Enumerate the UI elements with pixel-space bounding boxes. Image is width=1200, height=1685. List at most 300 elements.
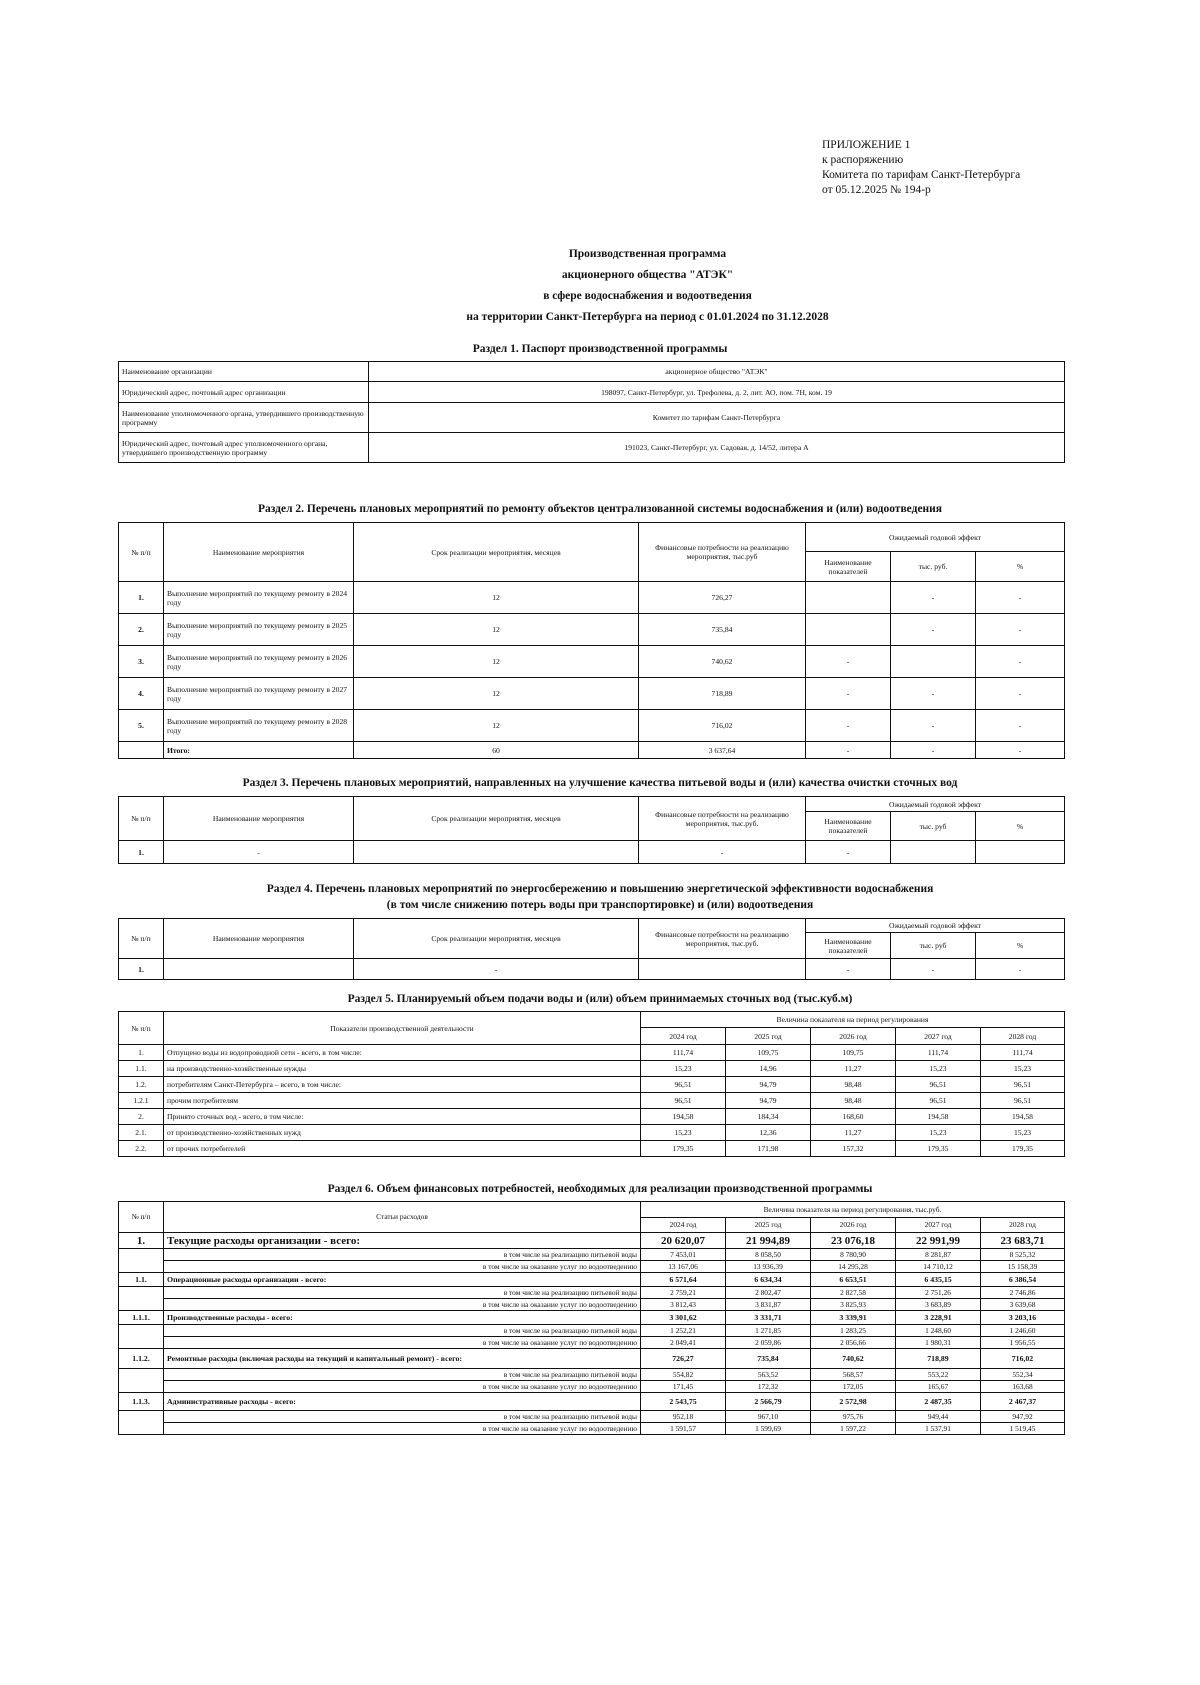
table-header-row: [119, 1202, 1065, 1218]
cell-pct: -: [976, 646, 1065, 678]
cell-value: 718,89: [896, 1349, 981, 1369]
cell-value: 952,18: [641, 1411, 726, 1423]
passport-row: [119, 362, 1065, 382]
cell-num: 1.: [119, 959, 164, 980]
cell-num: [119, 1423, 164, 1435]
cell-indicator: [806, 614, 891, 646]
cell-value: 20 620,07: [641, 1233, 726, 1249]
cell-value: 12,36: [726, 1125, 811, 1141]
cell-value: 8 281,87: [896, 1249, 981, 1261]
header-period: Величина показателя на период регулирования, тыс.руб.: [641, 1202, 1065, 1218]
cell-num: 3.: [119, 646, 164, 678]
table-row: [119, 1233, 1065, 1249]
cell-value: 15,23: [896, 1125, 981, 1141]
passport-value: 198097, Санкт-Петербург, ул. Трефолева, д. 2, лит. АО, пом. 7Н, ком. 19: [369, 382, 1065, 403]
section-1-table: [118, 361, 1065, 463]
cell-finance: 726,27: [639, 582, 806, 614]
cell-num: 1.1.: [119, 1273, 164, 1287]
cell-value: 96,51: [981, 1077, 1065, 1093]
header-num: № п/п: [119, 797, 164, 841]
cell-value: 1 537,91: [896, 1423, 981, 1435]
cell-name: Отпущено воды из водопроводной сети - всего, в том числе:: [164, 1045, 641, 1061]
cell-pct: -: [976, 710, 1065, 742]
table-row: [119, 1423, 1065, 1435]
passport-label: Юридический адрес, почтовый адрес уполномоченного органа, утвердившего производственную программу: [119, 433, 369, 463]
header-num: № п/п: [119, 523, 164, 582]
cell-term: 60: [354, 742, 639, 759]
header-year: 2028 год: [981, 1218, 1065, 1233]
cell-num: 1.2.1: [119, 1093, 164, 1109]
cell-value: 3 228,91: [896, 1311, 981, 1325]
cell-value: 96,51: [896, 1077, 981, 1093]
cell-indicator: -: [806, 678, 891, 710]
cell-name: Итого:: [164, 742, 354, 759]
header-indicator: Наименование показателей: [806, 933, 891, 959]
cell-num: 1.1.3.: [119, 1393, 164, 1411]
passport-value: акционерное общество "АТЭК": [369, 362, 1065, 382]
section-6-table: [118, 1201, 1065, 1435]
table-row: [119, 1299, 1065, 1311]
cell-value: 168,60: [811, 1109, 896, 1125]
cell-indicator: [806, 582, 891, 614]
cell-value: 179,35: [896, 1141, 981, 1157]
table-row: [119, 1311, 1065, 1325]
header-num: № п/п: [119, 1202, 164, 1233]
cell-value: 15,23: [981, 1125, 1065, 1141]
cell-value: 3 825,93: [811, 1299, 896, 1311]
annex-header: [822, 138, 1020, 198]
cell-pct: [976, 841, 1065, 864]
table-row: [119, 678, 1065, 710]
cell-value: 109,75: [726, 1045, 811, 1061]
section-2-table: [118, 522, 1065, 759]
table-row: [119, 1393, 1065, 1411]
table-row: [119, 710, 1065, 742]
cell-num: [119, 1411, 164, 1423]
header-pct: %: [976, 933, 1065, 959]
header-rub: тыс. руб: [891, 933, 976, 959]
cell-value: 2 049,41: [641, 1337, 726, 1349]
table-row: [119, 841, 1065, 864]
cell-value: 2 759,21: [641, 1287, 726, 1299]
cell-value: 94,79: [726, 1093, 811, 1109]
header-term: Срок реализации мероприятия, месяцев: [354, 523, 639, 582]
table-header-row: [119, 919, 1065, 933]
annex-line-3: Комитета по тарифам Санкт-Петербурга: [822, 169, 1021, 181]
table-header-row: [119, 797, 1065, 812]
cell-name: Выполнение мероприятий по текущему ремонту в 2024 году: [164, 582, 354, 614]
cell-value: 172,05: [811, 1381, 896, 1393]
cell-rub: [891, 646, 976, 678]
table-row: [119, 646, 1065, 678]
cell-value: 552,34: [981, 1369, 1065, 1381]
cell-value: 111,74: [641, 1045, 726, 1061]
cell-value: 96,51: [981, 1093, 1065, 1109]
cell-value: 111,74: [981, 1045, 1065, 1061]
cell-num: 1.: [119, 1045, 164, 1061]
header-indicator: Наименование показателей: [806, 552, 891, 582]
header-pct: %: [976, 552, 1065, 582]
table-header-row: [119, 1012, 1065, 1028]
cell-indicator: -: [806, 710, 891, 742]
cell-indicator: -: [806, 841, 891, 864]
table-row: [119, 1249, 1065, 1261]
cell-value: 1 980,31: [896, 1337, 981, 1349]
document-title: [0, 244, 1200, 328]
cell-name: Выполнение мероприятий по текущему ремонту в 2027 году: [164, 678, 354, 710]
table-row: [119, 582, 1065, 614]
cell-name: в том числе на оказание услуг по водоотведению: [164, 1337, 641, 1349]
cell-value: 3 639,68: [981, 1299, 1065, 1311]
cell-name: на производственно-хозяйственные нужды: [164, 1061, 641, 1077]
header-year: 2024 год: [641, 1218, 726, 1233]
cell-value: 22 991,99: [896, 1233, 981, 1249]
cell-finance: 735,84: [639, 614, 806, 646]
cell-term: 12: [354, 614, 639, 646]
cell-num: 5.: [119, 710, 164, 742]
header-year: 2028 год: [981, 1028, 1065, 1045]
cell-value: 11,27: [811, 1061, 896, 1077]
cell-name: в том числе на реализацию питьевой воды: [164, 1325, 641, 1337]
cell-value: 94,79: [726, 1077, 811, 1093]
title-line-2: акционерного общества "АТЭК": [561, 269, 734, 281]
passport-label: Наименование организации: [119, 362, 369, 382]
passport-label: Наименование уполномоченного органа, утвердившего производственную программу: [119, 403, 369, 433]
cell-value: 163,68: [981, 1381, 1065, 1393]
cell-value: 3 331,71: [726, 1311, 811, 1325]
cell-num: [119, 1381, 164, 1393]
cell-value: 14 295,28: [811, 1261, 896, 1273]
cell-value: 96,51: [641, 1077, 726, 1093]
cell-value: 3 339,91: [811, 1311, 896, 1325]
cell-value: 109,75: [811, 1045, 896, 1061]
header-year: 2024 год: [641, 1028, 726, 1045]
header-name: Показатели производственной деятельности: [164, 1012, 641, 1045]
cell-value: 15,23: [981, 1061, 1065, 1077]
cell-name: Административные расходы - всего:: [164, 1393, 641, 1411]
cell-value: 3 203,16: [981, 1311, 1065, 1325]
header-effect: Ожидаемый годовой эффект: [806, 797, 1065, 812]
cell-rub: -: [891, 959, 976, 980]
cell-num: 1.: [119, 1233, 164, 1249]
cell-name: Производственные расходы - всего:: [164, 1311, 641, 1325]
cell-name: в том числе на оказание услуг по водоотведению: [164, 1381, 641, 1393]
header-rub: тыс. руб.: [891, 552, 976, 582]
cell-term: [354, 841, 639, 864]
cell-value: 23 683,71: [981, 1233, 1065, 1249]
section-5-table: [118, 1011, 1065, 1157]
cell-name: Текущие расходы организации - всего:: [164, 1233, 641, 1249]
cell-value: 98,48: [811, 1093, 896, 1109]
passport-label: Юридический адрес, почтовый адрес организации: [119, 382, 369, 403]
table-row: [119, 1287, 1065, 1299]
cell-value: 14 710,12: [896, 1261, 981, 1273]
cell-num: [119, 1287, 164, 1299]
cell-value: 184,34: [726, 1109, 811, 1125]
cell-name: в том числе на реализацию питьевой воды: [164, 1369, 641, 1381]
cell-num: [119, 1337, 164, 1349]
header-pct: %: [976, 812, 1065, 841]
cell-num: [119, 1369, 164, 1381]
cell-value: 3 301,62: [641, 1311, 726, 1325]
section-4-title-line-2: (в том числе снижению потерь воды при транспортировке) и (или) водоотведения: [386, 899, 814, 911]
header-year: 2026 год: [811, 1028, 896, 1045]
cell-finance: 716,02: [639, 710, 806, 742]
cell-name: в том числе на реализацию питьевой воды: [164, 1249, 641, 1261]
cell-name: в том числе на реализацию питьевой воды: [164, 1287, 641, 1299]
header-term: Срок реализации мероприятия, месяцев: [354, 919, 639, 959]
header-num: № п/п: [119, 919, 164, 959]
cell-rub: -: [891, 710, 976, 742]
cell-name: в том числе на оказание услуг по водоотведению: [164, 1299, 641, 1311]
header-indicator: Наименование показателей: [806, 812, 891, 841]
cell-finance: 740,62: [639, 646, 806, 678]
cell-value: 1 252,21: [641, 1325, 726, 1337]
cell-value: 96,51: [896, 1093, 981, 1109]
cell-name: Ремонтные расходы (включая расходы на текущий и капитальный ремонт) - всего:: [164, 1349, 641, 1369]
cell-value: 3 812,43: [641, 1299, 726, 1311]
cell-num: 1.: [119, 841, 164, 864]
cell-term: -: [354, 959, 639, 980]
cell-value: 157,32: [811, 1141, 896, 1157]
passport-value: Комитет по тарифам Санкт-Петербурга: [369, 403, 1065, 433]
cell-num: 2.2.: [119, 1141, 164, 1157]
cell-value: 179,35: [981, 1141, 1065, 1157]
cell-value: 2 467,37: [981, 1393, 1065, 1411]
cell-rub: -: [891, 742, 976, 759]
cell-value: 2 802,47: [726, 1287, 811, 1299]
header-year: 2027 год: [896, 1028, 981, 1045]
cell-finance: -: [639, 841, 806, 864]
table-row: [119, 1061, 1065, 1077]
cell-value: 1 597,22: [811, 1423, 896, 1435]
cell-value: 2 566,79: [726, 1393, 811, 1411]
cell-finance: [639, 959, 806, 980]
header-year: 2025 год: [726, 1028, 811, 1045]
cell-finance: 3 637,64: [639, 742, 806, 759]
cell-value: 1 271,85: [726, 1325, 811, 1337]
passport-value: 191023, Санкт-Петербург, ул. Садовая, д. 14/52, литера А: [369, 433, 1065, 463]
cell-num: [119, 1249, 164, 1261]
cell-value: 1 248,60: [896, 1325, 981, 1337]
header-year: 2026 год: [811, 1218, 896, 1233]
cell-value: 949,44: [896, 1411, 981, 1423]
cell-value: 1 246,60: [981, 1325, 1065, 1337]
header-effect: Ожидаемый годовой эффект: [806, 523, 1065, 552]
cell-value: 563,52: [726, 1369, 811, 1381]
cell-value: 6 571,64: [641, 1273, 726, 1287]
cell-value: 7 453,01: [641, 1249, 726, 1261]
header-finance: Финансовые потребности на реализацию мероприятия, тыс.руб: [639, 523, 806, 582]
cell-value: 947,92: [981, 1411, 1065, 1423]
cell-value: 21 994,89: [726, 1233, 811, 1249]
cell-value: 171,98: [726, 1141, 811, 1157]
table-row: [119, 1077, 1065, 1093]
cell-indicator: -: [806, 742, 891, 759]
cell-value: 1 283,25: [811, 1325, 896, 1337]
cell-rub: -: [891, 678, 976, 710]
table-row: [119, 1141, 1065, 1157]
cell-num: [119, 742, 164, 759]
table-row: [119, 1093, 1065, 1109]
cell-value: 1 599,69: [726, 1423, 811, 1435]
cell-name: потребителям Санкт-Петербурга – всего, в том числе:: [164, 1077, 641, 1093]
annex-line-1: ПРИЛОЖЕНИЕ 1: [822, 139, 911, 151]
cell-value: 15,23: [896, 1061, 981, 1077]
annex-line-2: к распоряжению: [822, 154, 904, 166]
table-row: [119, 1261, 1065, 1273]
cell-num: 1.1.: [119, 1061, 164, 1077]
cell-value: 6 435,15: [896, 1273, 981, 1287]
cell-name: прочим потребителям: [164, 1093, 641, 1109]
table-header-row: [119, 523, 1065, 552]
cell-value: 2 487,35: [896, 1393, 981, 1411]
cell-num: 1.2.: [119, 1077, 164, 1093]
cell-name: Выполнение мероприятий по текущему ремонту в 2026 году: [164, 646, 354, 678]
cell-value: 98,48: [811, 1077, 896, 1093]
cell-name: Принято сточных вод - всего, в том числе:: [164, 1109, 641, 1125]
section-2-title: Раздел 2. Перечень плановых мероприятий по ремонту объектов централизованной системы водоснабжения и (или) водоотведения: [257, 503, 943, 515]
cell-value: 2 543,75: [641, 1393, 726, 1411]
cell-value: 194,58: [981, 1109, 1065, 1125]
section-6-title: Раздел 6. Объем финансовых потребностей, необходимых для реализации производственной программы: [327, 1183, 873, 1195]
table-row: [119, 959, 1065, 980]
cell-value: 14,96: [726, 1061, 811, 1077]
cell-name: -: [164, 841, 354, 864]
passport-row: [119, 382, 1065, 403]
cell-value: 172,32: [726, 1381, 811, 1393]
table-row: [119, 1381, 1065, 1393]
cell-value: 2 746,86: [981, 1287, 1065, 1299]
table-row: [119, 1109, 1065, 1125]
title-line-1: Производственная программа: [568, 248, 727, 260]
cell-value: 13 167,06: [641, 1261, 726, 1273]
cell-value: 716,02: [981, 1349, 1065, 1369]
header-name: Статьи расходов: [164, 1202, 641, 1233]
cell-value: 6 653,51: [811, 1273, 896, 1287]
cell-value: 23 076,18: [811, 1233, 896, 1249]
cell-num: [119, 1299, 164, 1311]
table-row: [119, 1337, 1065, 1349]
title-line-3: в сфере водоснабжения и водоотведения: [543, 290, 752, 302]
cell-pct: -: [976, 614, 1065, 646]
cell-value: 3 831,87: [726, 1299, 811, 1311]
table-row: [119, 1325, 1065, 1337]
cell-value: 194,58: [896, 1109, 981, 1125]
header-name: Наименование мероприятия: [164, 797, 354, 841]
cell-value: 11,27: [811, 1125, 896, 1141]
total-row: [119, 742, 1065, 759]
cell-rub: -: [891, 582, 976, 614]
header-year: 2027 год: [896, 1218, 981, 1233]
cell-value: 1 591,57: [641, 1423, 726, 1435]
cell-pct: -: [976, 742, 1065, 759]
cell-value: 8 780,90: [811, 1249, 896, 1261]
section-1-title: Раздел 1. Паспорт производственной программы: [472, 343, 728, 355]
cell-value: 165,67: [896, 1381, 981, 1393]
cell-value: 15,23: [641, 1125, 726, 1141]
cell-value: 740,62: [811, 1349, 896, 1369]
cell-num: 2.: [119, 1109, 164, 1125]
cell-value: 1 519,45: [981, 1423, 1065, 1435]
cell-indicator: -: [806, 959, 891, 980]
cell-value: 96,51: [641, 1093, 726, 1109]
cell-value: 735,84: [726, 1349, 811, 1369]
table-row: [119, 1273, 1065, 1287]
cell-value: 1 956,55: [981, 1337, 1065, 1349]
cell-value: 194,58: [641, 1109, 726, 1125]
title-line-4: на территории Санкт-Петербурга на период с 01.01.2024 по 31.12.2028: [466, 311, 829, 323]
passport-row: [119, 403, 1065, 433]
cell-name: в том числе на реализацию питьевой воды: [164, 1411, 641, 1423]
cell-num: 2.1.: [119, 1125, 164, 1141]
cell-value: 554,82: [641, 1369, 726, 1381]
cell-pct: -: [976, 582, 1065, 614]
cell-num: 2.: [119, 614, 164, 646]
section-3-table: [118, 796, 1065, 864]
cell-value: 2 751,26: [896, 1287, 981, 1299]
header-effect: Ожидаемый годовой эффект: [806, 919, 1065, 933]
cell-value: 2 059,86: [726, 1337, 811, 1349]
cell-value: 2 572,98: [811, 1393, 896, 1411]
section-4-table: [118, 918, 1065, 980]
cell-name: Выполнение мероприятий по текущему ремонту в 2028 году: [164, 710, 354, 742]
header-period: Величина показателя на период регулирования: [641, 1012, 1065, 1028]
cell-rub: [891, 841, 976, 864]
cell-value: 568,57: [811, 1369, 896, 1381]
cell-value: 111,74: [896, 1045, 981, 1061]
header-finance: Финансовые потребности на реализацию мероприятия, тыс.руб.: [639, 919, 806, 959]
cell-term: 12: [354, 582, 639, 614]
cell-value: 171,45: [641, 1381, 726, 1393]
cell-value: 3 683,89: [896, 1299, 981, 1311]
cell-value: 553,22: [896, 1369, 981, 1381]
cell-name: Операционные расходы организации - всего:: [164, 1273, 641, 1287]
table-row: [119, 1045, 1065, 1061]
cell-pct: -: [976, 959, 1065, 980]
cell-num: 1.: [119, 582, 164, 614]
cell-value: 8 058,50: [726, 1249, 811, 1261]
cell-name: от прочих потребителей: [164, 1141, 641, 1157]
cell-value: 15 158,39: [981, 1261, 1065, 1273]
header-num: № п/п: [119, 1012, 164, 1045]
cell-rub: -: [891, 614, 976, 646]
cell-value: 726,27: [641, 1349, 726, 1369]
section-5-title: Раздел 5. Планируемый объем подачи воды и (или) объем принимаемых сточных вод (тыс.куб.м): [347, 993, 853, 1005]
table-row: [119, 1349, 1065, 1369]
header-rub: тыс. руб: [891, 812, 976, 841]
cell-value: 975,76: [811, 1411, 896, 1423]
cell-term: 12: [354, 678, 639, 710]
cell-num: 1.1.2.: [119, 1349, 164, 1369]
cell-num: 4.: [119, 678, 164, 710]
cell-term: 12: [354, 710, 639, 742]
header-finance: Финансовые потребности на реализацию мероприятия, тыс.руб.: [639, 797, 806, 841]
cell-value: 15,23: [641, 1061, 726, 1077]
header-name: Наименование мероприятия: [164, 919, 354, 959]
header-name: Наименование мероприятия: [164, 523, 354, 582]
passport-row: [119, 433, 1065, 463]
cell-term: 12: [354, 646, 639, 678]
cell-value: 13 936,39: [726, 1261, 811, 1273]
cell-value: 2 827,58: [811, 1287, 896, 1299]
cell-pct: -: [976, 678, 1065, 710]
cell-value: 967,10: [726, 1411, 811, 1423]
cell-value: 6 634,34: [726, 1273, 811, 1287]
cell-name: от производственно-хозяйственных нужд: [164, 1125, 641, 1141]
header-year: 2025 год: [726, 1218, 811, 1233]
table-row: [119, 1125, 1065, 1141]
